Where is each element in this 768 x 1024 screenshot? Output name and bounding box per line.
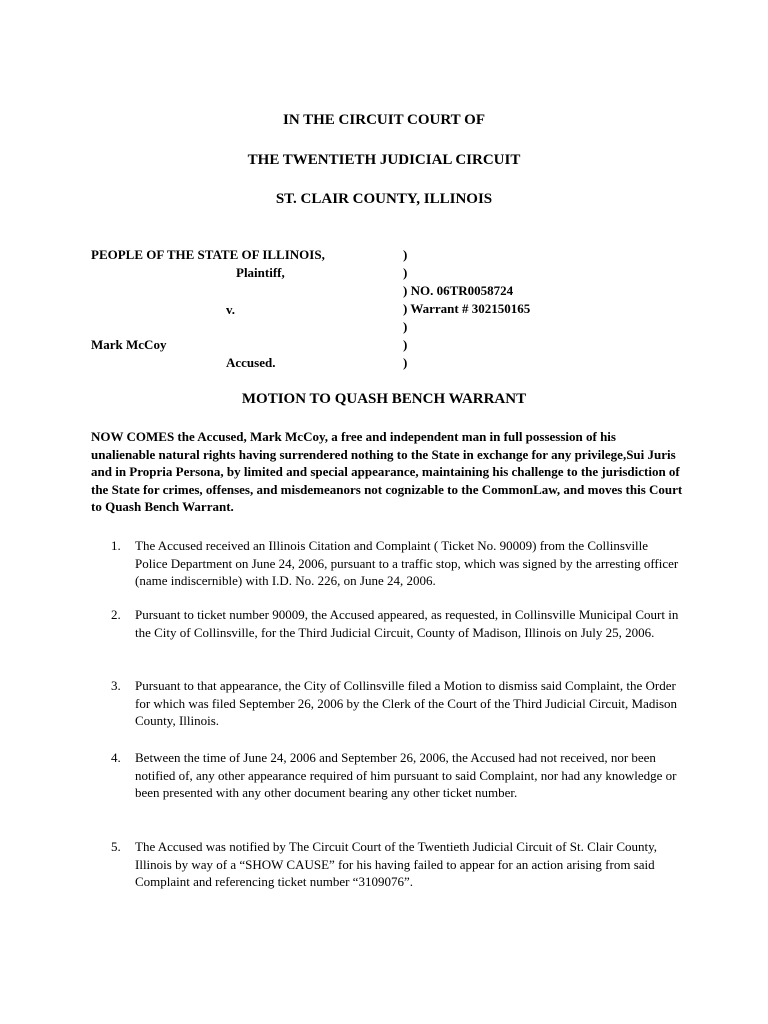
case-number: ) NO. 06TR0058724: [403, 283, 514, 298]
caption-bracket: ): [403, 247, 408, 262]
item-number: 3.: [111, 678, 121, 693]
accused-name: Mark McCoy: [91, 337, 167, 352]
plaintiff-role: Plaintiff,: [236, 265, 285, 280]
versus-label: v.: [226, 302, 236, 317]
court-heading-line-1: IN THE CIRCUIT COURT OF: [282, 112, 486, 128]
plaintiff-name: PEOPLE OF THE STATE OF ILLINOIS,: [91, 247, 325, 262]
caption-bracket: ): [403, 337, 408, 352]
court-heading-line-2: THE TWENTIETH JUDICIAL CIRCUIT: [247, 152, 521, 168]
item-number: 4.: [111, 750, 121, 765]
item-text: Between the time of June 24, 2006 and September 26, 2006, the Accused had not received, nor been notified of, any other appearance required of him pursuant to said Complaint, nor had any knowledge or been presented with any other document bearing any other ticket number.: [135, 750, 677, 800]
court-heading-line-3: ST. CLAIR COUNTY, ILLINOIS: [275, 191, 493, 207]
item-text: The Accused received an Illinois Citation and Complaint ( Ticket No. 90009) from the Collinsville Police Department on June 24, 2006, pursuant to a traffic stop, which was signed by the arresting officer (name indiscernible) with I.D. No. 226, on June 24, 2006.: [135, 538, 679, 588]
warrant-number: ) Warrant # 302150165: [403, 301, 531, 316]
item-number: 2.: [111, 607, 121, 622]
intro-paragraph: NOW COMES the Accused, Mark McCoy, a free and independent man in full possession of his unalienable natural rights having surrendered nothing to the State in exchange for any privilege,Sui Juris and in Propria Persona, by limited and special appearance, maintaining his challenge to the jurisdiction of the State for crimes, offenses, and misdemeanors not cognizable to the CommonLaw, and moves this Court to Quash Bench Warrant.: [91, 429, 683, 514]
caption-bracket: ): [403, 319, 408, 334]
item-text: The Accused was notified by The Circuit Court of the Twentieth Judicial Circuit of St. Clair County, Illinois by way of a “SHOW CAUSE” for his having failed to appear for an action arising from said Complaint and referencing ticket number “3109076”.: [135, 839, 658, 889]
item-number: 5.: [111, 839, 121, 854]
item-number: 1.: [111, 538, 121, 553]
caption-bracket: ): [403, 265, 408, 280]
item-text: Pursuant to that appearance, the City of Collinsville filed a Motion to dismiss said Complaint, the Order for which was filed September 26, 2006 by the Clerk of the Court of the Third Judicial Circuit, Madison County, Illinois.: [135, 678, 678, 728]
motion-title: MOTION TO QUASH BENCH WARRANT: [241, 391, 527, 407]
accused-role: Accused.: [226, 355, 276, 370]
item-text: Pursuant to ticket number 90009, the Accused appeared, as requested, in Collinsville Municipal Court in the City of Collinsville, for the Third Judicial Circuit, County of Madison, Illinois on July 25, 2006.: [135, 607, 679, 640]
caption-bracket: ): [403, 355, 408, 370]
